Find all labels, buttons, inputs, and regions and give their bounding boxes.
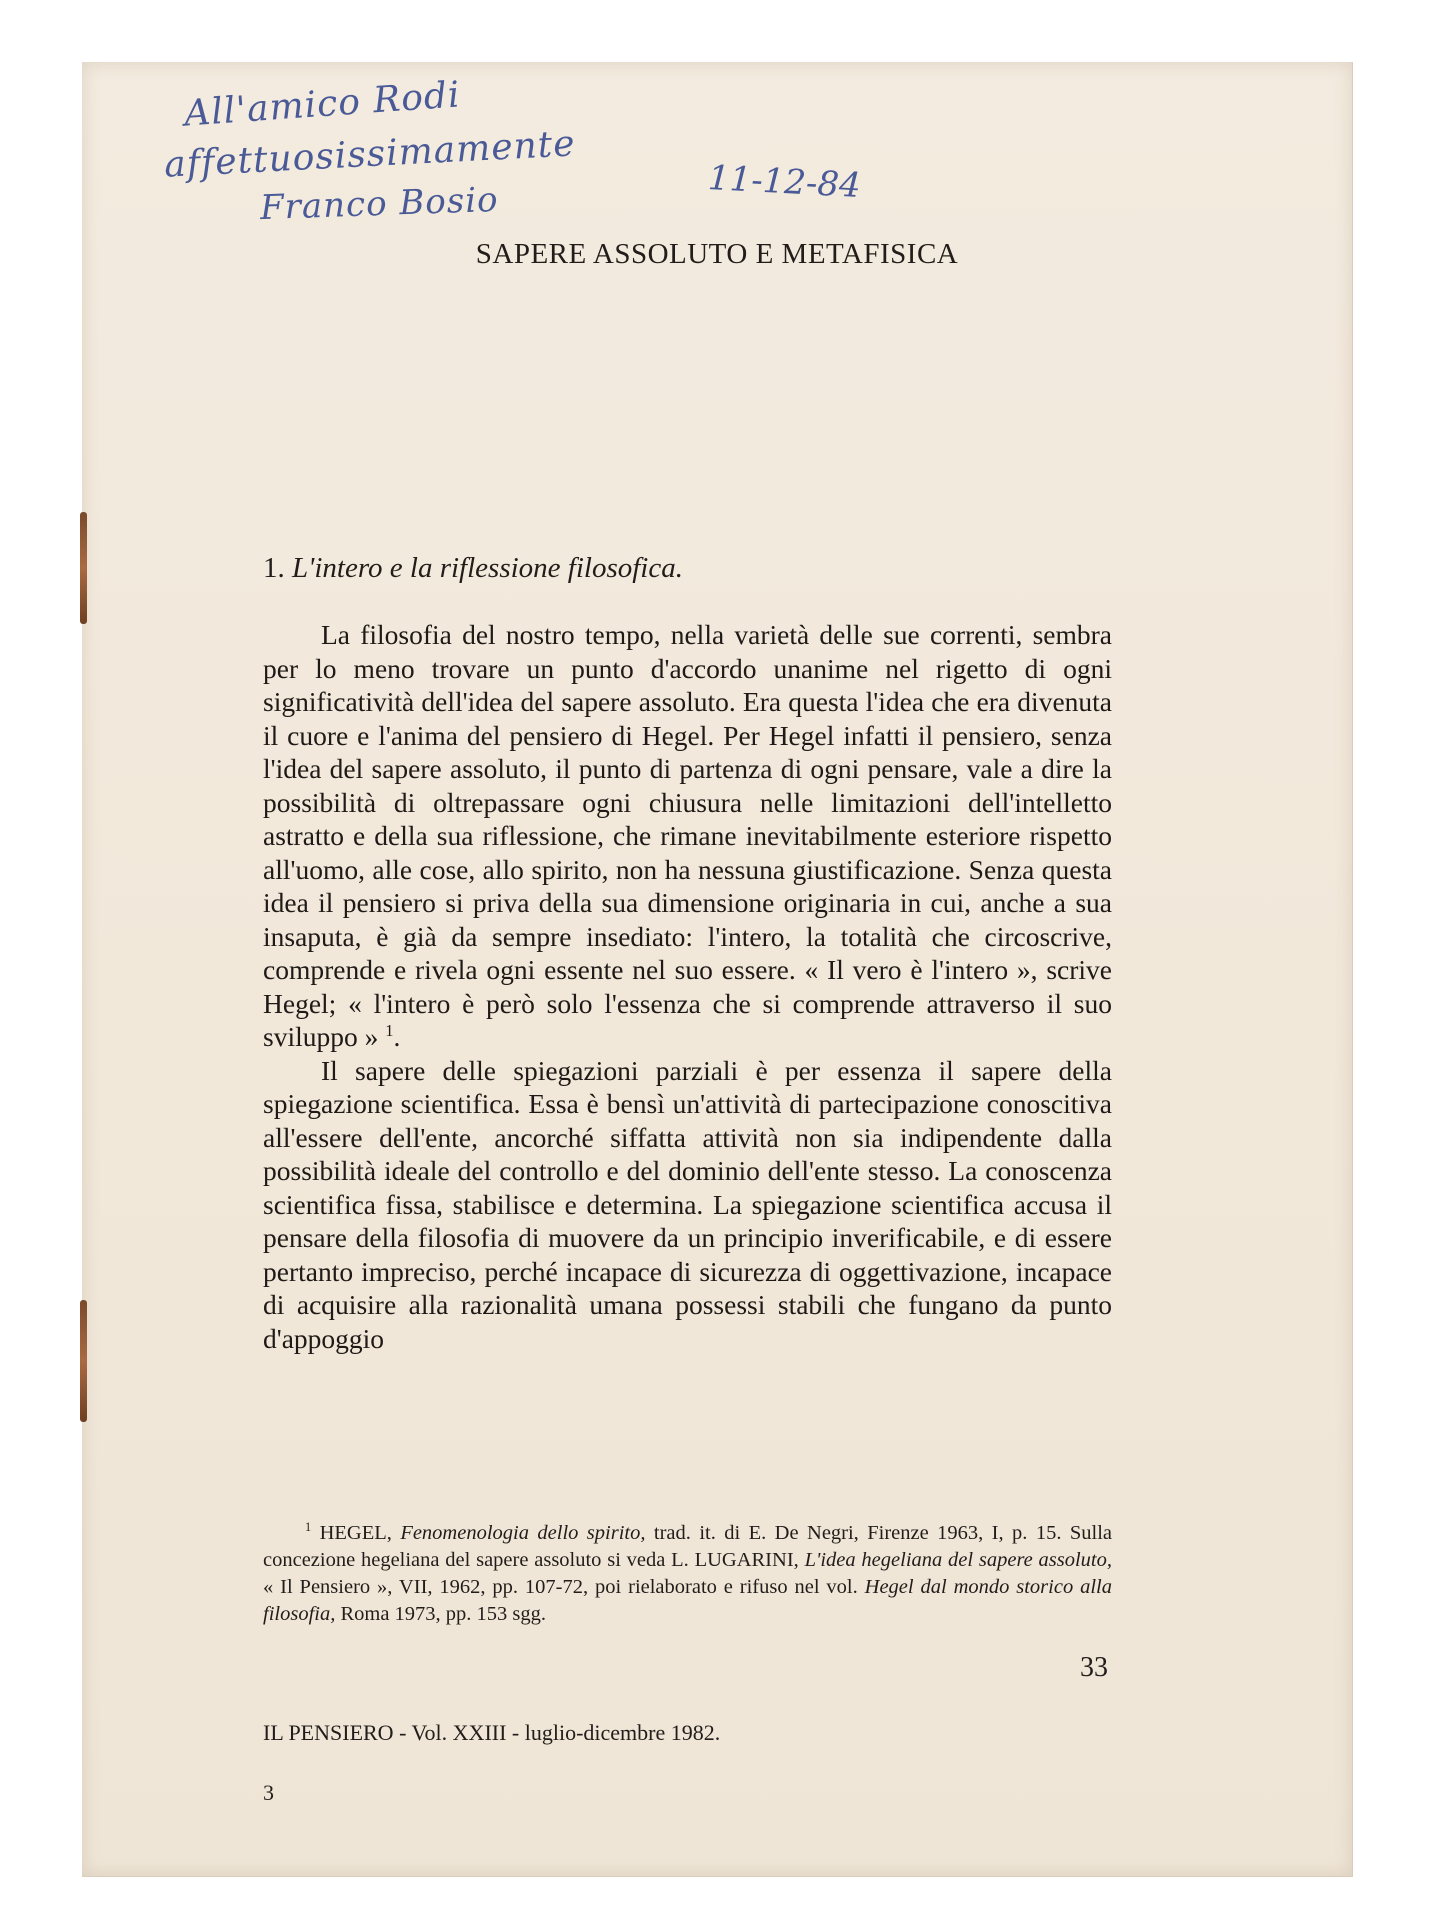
footnotes xyxy=(263,1520,1112,1628)
printer-signature-mark: 3 xyxy=(263,1780,274,1805)
staple-mark xyxy=(80,512,87,624)
footnote-author: HEGEL, xyxy=(319,1522,392,1544)
page-number: 33 xyxy=(1080,1652,1108,1683)
footnote-text: trad. it. di E. De Negri, Firenze 1963, I, p. 15. Sulla concezione hegeliana del sapere assoluto si veda L. xyxy=(263,1522,1113,1571)
dedication-signature: Franco Bosio xyxy=(259,179,500,229)
dedication-line: affettuosissimamente xyxy=(163,123,577,186)
article-title: SAPERE ASSOLUTO E METAFISICA xyxy=(475,238,959,270)
section-title: L'intero e la riflessione filosofica. xyxy=(292,552,683,584)
section-heading xyxy=(263,552,683,585)
document-page xyxy=(82,62,1353,1877)
footnote-work: Fenomenologia dello spirito, xyxy=(400,1522,646,1544)
dedication-line: All'amico Rodi xyxy=(182,74,462,135)
footnote-text: Roma 1973, pp. 153 sgg. xyxy=(340,1603,547,1625)
paragraph-text: Il sapere delle spiegazioni parziali è per essenza il sapere della spiegazione scientifica. Essa è bensì un'attività di partecipazione conoscitiva all'essere dell'ente, ancorché siffatta attività non sia indipendente dalla possibilità ideale del controllo e del dominio dell'ente stesso. La conoscenza scientifica fissa, stabilisce e determina. La spiegazione scientifica accusa il pensare della filosofia di muovere da un principio inverificabile, e di essere pertanto impreciso, perché incapace di sicurezza di oggettivazione, incapace di acquisire alla razionalità umana possessi stabili che fungano da punto d'appoggio xyxy=(263,1054,1112,1354)
article-body xyxy=(263,618,1112,1355)
footnote-text: « Il Pensiero », VII, 1962, pp. 107-72, poi rielaborato e rifuso nel vol. xyxy=(263,1576,858,1598)
paragraph-end: . xyxy=(393,1021,401,1052)
paragraph xyxy=(263,618,1112,1054)
staple-mark xyxy=(80,1300,87,1422)
handwritten-date: 11-12-84 xyxy=(707,158,862,206)
paragraph-text: La filosofia del nostro tempo, nella varietà delle sue correnti, sembra per lo meno trovare un punto d'accordo unanime nel rigetto di ogni significatività dell'idea del sapere assoluto. Era questa l'idea che era divenuta il cuore e l'anima del pensiero di Hegel. Per Hegel infatti il pensiero, senza l'idea del sapere assoluto, il punto di partenza di ogni pensare, vale a dire la possibilità di oltrepassare ogni chiusura nelle limitazioni dell'intelletto astratto e della sua riflessione, che rimane inevitabilmente esteriore rispetto all'uomo, alle cose, allo spirito, non ha nessuna giustificazione. Senza questa idea il pensiero si priva della sua dimensione originaria in cui, anche a sua insaputa, è già da sempre insediato: l'intero, la totalità che circoscrive, comprende e rivela ogni essente nel suo essere. « Il vero è l'intero », scrive Hegel; « l'intero è però solo l'essenza che si comprende attraverso il suo sviluppo » xyxy=(263,619,1112,1052)
footnote-reference: 1 xyxy=(385,1020,394,1040)
footnote xyxy=(263,1520,1112,1628)
footnote-work: L'idea hegeliana del sapere assoluto, xyxy=(804,1549,1113,1571)
footnote-mark: 1 xyxy=(305,1520,312,1535)
footnote-work: Hegel dal mondo storico alla filosofia, xyxy=(263,1576,1112,1625)
handwritten-dedication xyxy=(163,72,784,229)
footnote-author: LUGARINI, xyxy=(694,1549,799,1571)
paragraph xyxy=(263,1054,1112,1356)
section-number: 1. xyxy=(263,552,285,584)
journal-reference: IL PENSIERO - Vol. XXIII - luglio-dicembre 1982. xyxy=(263,1720,721,1745)
